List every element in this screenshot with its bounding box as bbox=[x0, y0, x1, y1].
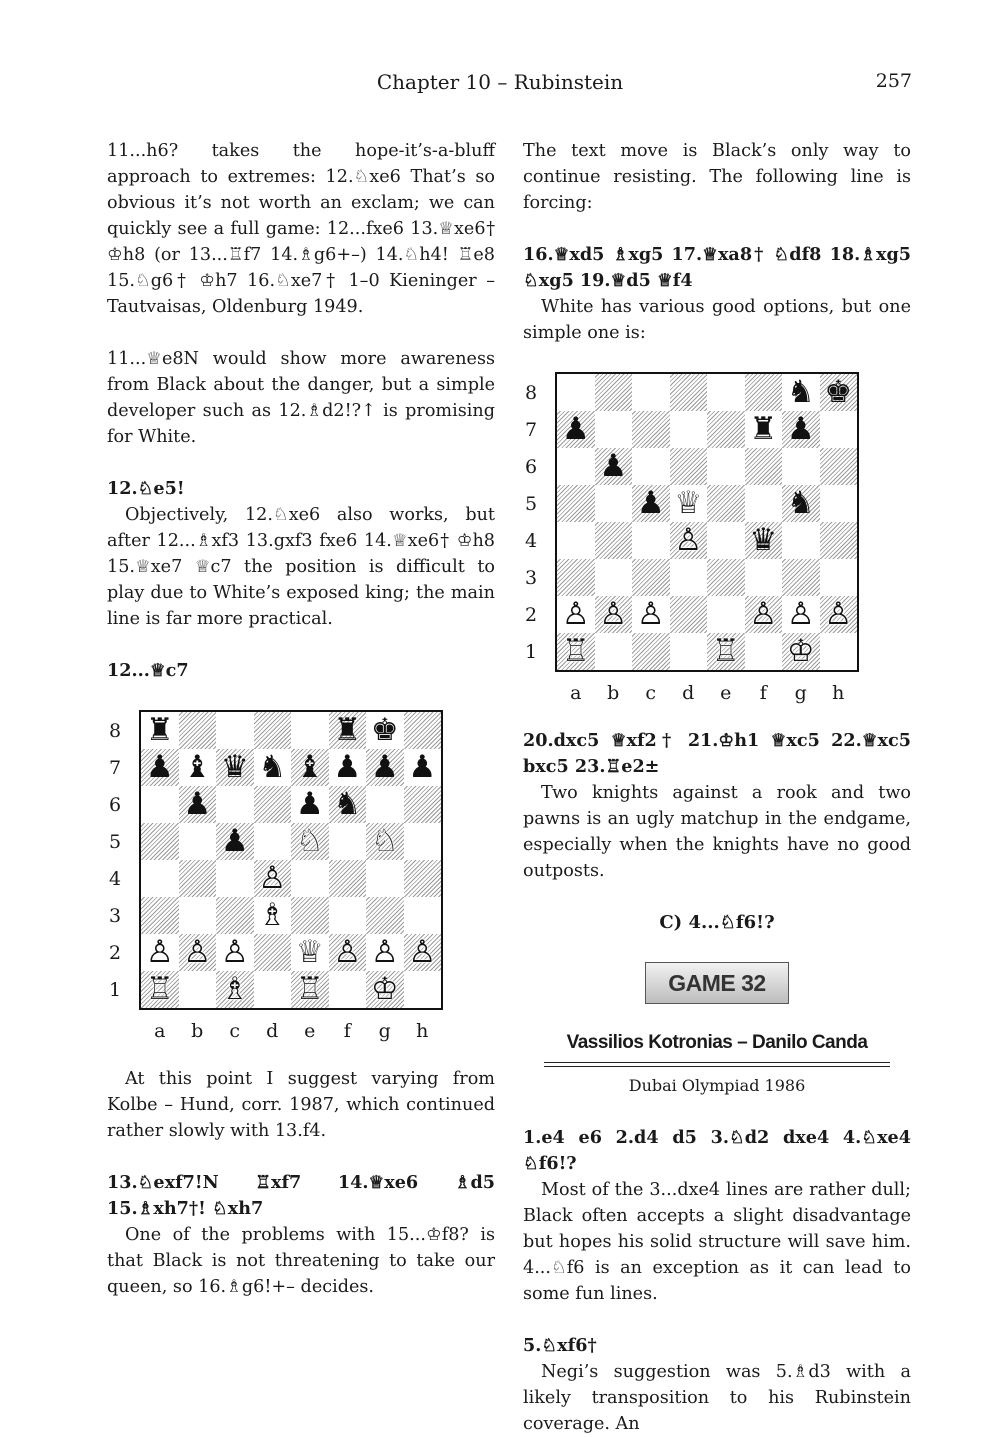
board-square bbox=[557, 485, 595, 522]
board-square bbox=[254, 897, 292, 934]
black-king-piece: ♚ bbox=[370, 712, 399, 748]
board-square bbox=[632, 559, 670, 596]
board-square bbox=[216, 860, 254, 897]
rank-label: 2 bbox=[108, 942, 122, 964]
black-bishop-piece: ♝ bbox=[183, 749, 212, 785]
white-pawn-piece: ♙ bbox=[183, 934, 212, 970]
board-square bbox=[291, 749, 329, 786]
paragraph: 11...♕e8N would show more awareness from Black about the danger, but a simple developer such as 12.♗d2!?↑ is promising for White. bbox=[107, 349, 495, 447]
black-pawn-piece: ♟ bbox=[145, 749, 174, 785]
white-queen-piece: ♕ bbox=[674, 485, 703, 521]
board-square bbox=[595, 596, 633, 633]
board-square bbox=[366, 934, 404, 971]
white-knight-piece: ♘ bbox=[370, 823, 399, 859]
board-square bbox=[141, 712, 179, 749]
rank-label: 1 bbox=[108, 979, 122, 1001]
board-square bbox=[745, 633, 783, 670]
white-bishop-piece: ♗ bbox=[220, 971, 249, 1007]
black-pawn-piece: ♟ bbox=[370, 749, 399, 785]
board-square bbox=[782, 448, 820, 485]
board-square bbox=[366, 786, 404, 823]
file-label: e bbox=[720, 682, 732, 704]
board-square bbox=[745, 485, 783, 522]
board-square bbox=[745, 448, 783, 485]
board-square bbox=[820, 448, 858, 485]
board-square bbox=[329, 897, 367, 934]
white-rook-piece: ♖ bbox=[561, 633, 590, 669]
move-line: 1.e4 e6 2.d4 d5 3.♘d2 dxe4 4.♘xe4 ♘f6!? bbox=[523, 1127, 911, 1174]
board-square bbox=[141, 823, 179, 860]
rank-label: 8 bbox=[108, 720, 122, 742]
black-king-piece: ♚ bbox=[824, 374, 853, 410]
board-square bbox=[404, 971, 442, 1008]
board-square bbox=[557, 633, 595, 670]
board-square bbox=[216, 749, 254, 786]
board-square bbox=[707, 374, 745, 411]
board-square bbox=[216, 934, 254, 971]
board-square bbox=[782, 559, 820, 596]
board-square bbox=[707, 522, 745, 559]
board-square bbox=[179, 897, 217, 934]
board-square bbox=[254, 823, 292, 860]
file-label: a bbox=[154, 1020, 166, 1042]
black-rook-piece: ♜ bbox=[749, 411, 778, 447]
board-square bbox=[670, 633, 708, 670]
board-square bbox=[179, 860, 217, 897]
board-square bbox=[366, 823, 404, 860]
move-line: 16.♕xd5 ♗xg5 17.♕xa8† ♘df8 18.♗xg5 ♘xg5 19.♕d5 ♕f4 bbox=[523, 244, 911, 291]
board-square bbox=[216, 712, 254, 749]
rank-label: 1 bbox=[524, 641, 538, 663]
board-square bbox=[782, 374, 820, 411]
board-square bbox=[745, 411, 783, 448]
board-square bbox=[632, 633, 670, 670]
board-square bbox=[179, 712, 217, 749]
black-queen-piece: ♛ bbox=[220, 749, 249, 785]
board-square bbox=[557, 374, 595, 411]
board-square bbox=[595, 559, 633, 596]
black-queen-piece: ♛ bbox=[749, 522, 778, 558]
board-square bbox=[707, 596, 745, 633]
rank-label: 5 bbox=[524, 493, 538, 515]
black-bishop-piece: ♝ bbox=[295, 749, 324, 785]
white-knight-piece: ♘ bbox=[295, 823, 324, 859]
board-square bbox=[254, 749, 292, 786]
board-square bbox=[179, 749, 217, 786]
paragraph: At this point I suggest varying from Kolbe – Hund, corr. 1987, which continued rather slowly with 13.f4. bbox=[107, 1069, 495, 1141]
file-label: g bbox=[378, 1020, 391, 1042]
black-pawn-piece: ♟ bbox=[295, 786, 324, 822]
white-pawn-piece: ♙ bbox=[258, 860, 287, 896]
black-pawn-piece: ♟ bbox=[561, 411, 590, 447]
white-queen-piece: ♕ bbox=[295, 934, 324, 970]
board-square bbox=[141, 934, 179, 971]
board-square bbox=[141, 860, 179, 897]
board-square bbox=[557, 411, 595, 448]
file-label: h bbox=[416, 1020, 429, 1042]
file-label: b bbox=[607, 682, 620, 704]
board-square bbox=[632, 411, 670, 448]
white-pawn-piece: ♙ bbox=[636, 596, 665, 632]
move-line: 12...♕c7 bbox=[107, 660, 189, 681]
board-square bbox=[820, 374, 858, 411]
players-heading: Vassilios Kotronias – Danilo Canda bbox=[566, 1032, 868, 1053]
board-square bbox=[329, 712, 367, 749]
file-label: e bbox=[304, 1020, 316, 1042]
black-knight-piece: ♞ bbox=[258, 749, 287, 785]
board-square bbox=[670, 485, 708, 522]
white-pawn-piece: ♙ bbox=[370, 934, 399, 970]
board-square bbox=[404, 823, 442, 860]
board-square bbox=[632, 522, 670, 559]
file-label: d bbox=[682, 682, 695, 704]
rank-label: 2 bbox=[524, 604, 538, 626]
black-knight-piece: ♞ bbox=[786, 374, 815, 410]
board-square bbox=[707, 633, 745, 670]
paragraph: Objectively, 12.♘xe6 also works, but after 12...♗xf3 13.gxf3 fxe6 14.♕xe6† ♔h8 15.♕xe7 ♕c7 the position is difficult to play due to White’s exposed king; the main line is far more practical. bbox=[107, 505, 495, 629]
board-square bbox=[404, 934, 442, 971]
board-square bbox=[670, 448, 708, 485]
board-square bbox=[632, 596, 670, 633]
paragraph: Most of the 3...dxe4 lines are rather dull; Black often accepts a slight disadvantage but hopes his solid structure will save him. 4...♘f6 is an exception as it can lead to some fun lines. bbox=[523, 1180, 911, 1304]
board-square bbox=[670, 559, 708, 596]
board-square bbox=[595, 633, 633, 670]
board-square bbox=[254, 786, 292, 823]
board-square bbox=[404, 860, 442, 897]
black-pawn-piece: ♟ bbox=[408, 749, 437, 785]
right-column bbox=[523, 138, 911, 1437]
chess-diagram bbox=[515, 372, 911, 718]
board-square bbox=[595, 374, 633, 411]
white-pawn-piece: ♙ bbox=[145, 934, 174, 970]
left-column bbox=[107, 138, 495, 1300]
rank-label: 8 bbox=[524, 382, 538, 404]
white-rook-piece: ♖ bbox=[295, 971, 324, 1007]
board-square bbox=[366, 971, 404, 1008]
file-label: g bbox=[794, 682, 807, 704]
board-square bbox=[291, 860, 329, 897]
board-square bbox=[216, 823, 254, 860]
white-rook-piece: ♖ bbox=[711, 633, 740, 669]
black-knight-piece: ♞ bbox=[786, 485, 815, 521]
white-bishop-piece: ♗ bbox=[258, 897, 287, 933]
rank-label: 7 bbox=[108, 757, 122, 779]
chapter-title: Chapter 10 – Rubinstein bbox=[376, 70, 624, 94]
board-square bbox=[179, 786, 217, 823]
black-pawn-piece: ♟ bbox=[183, 786, 212, 822]
board-square bbox=[216, 786, 254, 823]
file-label: f bbox=[759, 682, 767, 704]
board-square bbox=[595, 522, 633, 559]
paragraph: White has various good options, but one simple one is: bbox=[523, 297, 911, 343]
board-square bbox=[820, 596, 858, 633]
board-square bbox=[329, 971, 367, 1008]
board-square bbox=[782, 633, 820, 670]
board-square bbox=[291, 712, 329, 749]
board-square bbox=[820, 485, 858, 522]
file-label: d bbox=[266, 1020, 279, 1042]
page-number: 257 bbox=[875, 70, 912, 92]
board-square bbox=[707, 448, 745, 485]
board-square bbox=[366, 860, 404, 897]
black-rook-piece: ♜ bbox=[333, 712, 362, 748]
white-pawn-piece: ♙ bbox=[561, 596, 590, 632]
board-square bbox=[329, 823, 367, 860]
rank-label: 6 bbox=[108, 794, 122, 816]
white-pawn-piece: ♙ bbox=[786, 596, 815, 632]
board-square bbox=[216, 971, 254, 1008]
rank-label: 6 bbox=[524, 456, 538, 478]
board-square bbox=[254, 934, 292, 971]
board-square bbox=[670, 374, 708, 411]
black-pawn-piece: ♟ bbox=[220, 823, 249, 859]
board-square bbox=[557, 559, 595, 596]
board-square bbox=[254, 971, 292, 1008]
page-header bbox=[0, 70, 1000, 100]
board-square bbox=[404, 749, 442, 786]
board-square bbox=[820, 411, 858, 448]
board-square bbox=[404, 786, 442, 823]
rank-label: 3 bbox=[524, 567, 538, 589]
board-square bbox=[632, 448, 670, 485]
white-pawn-piece: ♙ bbox=[220, 934, 249, 970]
rank-label: 4 bbox=[524, 530, 538, 552]
move-line: 13.♘exf7!N ♖xf7 14.♕xe6 ♗d5 15.♗xh7†! ♘xh7 bbox=[107, 1172, 495, 1219]
file-label: b bbox=[191, 1020, 204, 1042]
board-square bbox=[782, 522, 820, 559]
black-knight-piece: ♞ bbox=[333, 786, 362, 822]
board-square bbox=[632, 485, 670, 522]
file-label: f bbox=[343, 1020, 351, 1042]
white-king-piece: ♔ bbox=[786, 633, 815, 669]
board-square bbox=[670, 596, 708, 633]
paragraph: The text move is Black’s only way to continue resisting. The following line is forcing: bbox=[523, 141, 911, 213]
board-square bbox=[179, 823, 217, 860]
file-label: h bbox=[832, 682, 845, 704]
board-square bbox=[632, 374, 670, 411]
board-square bbox=[404, 712, 442, 749]
board-square bbox=[329, 786, 367, 823]
board-square bbox=[404, 897, 442, 934]
white-pawn-piece: ♙ bbox=[674, 522, 703, 558]
board-square bbox=[595, 448, 633, 485]
move-line: 20.dxc5 ♕xf2† 21.♔h1 ♕xc5 22.♕xc5 bxc5 23.♖e2± bbox=[523, 730, 911, 777]
rank-label: 4 bbox=[108, 868, 122, 890]
board-square bbox=[745, 374, 783, 411]
board-square bbox=[141, 786, 179, 823]
board-square bbox=[670, 522, 708, 559]
white-pawn-piece: ♙ bbox=[333, 934, 362, 970]
file-label: c bbox=[229, 1020, 241, 1042]
board-square bbox=[216, 897, 254, 934]
board-square bbox=[366, 749, 404, 786]
board-square bbox=[745, 559, 783, 596]
board-square bbox=[366, 897, 404, 934]
white-pawn-piece: ♙ bbox=[749, 596, 778, 632]
board-square bbox=[141, 897, 179, 934]
board-square bbox=[291, 934, 329, 971]
rank-label: 5 bbox=[108, 831, 122, 853]
board-square bbox=[329, 934, 367, 971]
board-square bbox=[141, 971, 179, 1008]
board-square bbox=[329, 749, 367, 786]
board-square bbox=[745, 522, 783, 559]
game-number-box: GAME 32 bbox=[645, 962, 789, 1004]
board-square bbox=[595, 485, 633, 522]
paragraph: Two knights against a rook and two pawns is an ugly matchup in the endgame, especially when the knights have no good outposts. bbox=[523, 783, 911, 881]
board-square bbox=[291, 823, 329, 860]
board-square bbox=[820, 559, 858, 596]
board-square bbox=[707, 411, 745, 448]
board-square bbox=[670, 411, 708, 448]
board-square bbox=[782, 411, 820, 448]
board-square bbox=[782, 596, 820, 633]
board-square bbox=[820, 633, 858, 670]
board-square bbox=[254, 712, 292, 749]
chess-diagram bbox=[99, 710, 495, 1056]
board-square bbox=[557, 522, 595, 559]
board-square bbox=[329, 860, 367, 897]
event-name: Dubai Olympiad 1986 bbox=[628, 1076, 806, 1095]
black-pawn-piece: ♟ bbox=[636, 485, 665, 521]
section-heading: C) 4...♘f6!? bbox=[659, 912, 775, 933]
paragraph: One of the problems with 15...♔f8? is that Black is not threatening to take our queen, so 16.♗g6!+– decides. bbox=[107, 1225, 495, 1297]
black-pawn-piece: ♟ bbox=[599, 448, 628, 484]
chess-board bbox=[555, 372, 859, 672]
board-square bbox=[291, 897, 329, 934]
rank-label: 3 bbox=[108, 905, 122, 927]
white-pawn-piece: ♙ bbox=[824, 596, 853, 632]
board-square bbox=[745, 596, 783, 633]
file-label: c bbox=[645, 682, 657, 704]
white-king-piece: ♔ bbox=[370, 971, 399, 1007]
black-rook-piece: ♜ bbox=[145, 712, 174, 748]
board-square bbox=[707, 485, 745, 522]
chess-board bbox=[139, 710, 443, 1010]
double-rule-divider bbox=[544, 1062, 890, 1067]
board-square bbox=[707, 559, 745, 596]
board-square bbox=[179, 934, 217, 971]
move-line: 12.♘e5! bbox=[107, 478, 185, 499]
board-square bbox=[291, 786, 329, 823]
board-square bbox=[557, 448, 595, 485]
white-pawn-piece: ♙ bbox=[408, 934, 437, 970]
paragraph: 11...h6? takes the hope-it’s-a-bluff approach to extremes: 12.♘xe6 That’s so obvious it’s not worth an exclam; we can quickly see a full game: 12...fxe6 13.♕xe6† ♔h8 (or 13...♖f7 14.♗g6+–) 14.♘h4! ♖e8 15.♘g6† ♔h7 16.♘xe7† 1–0 Kieninger – Tautvaisas, Oldenburg 1949. bbox=[107, 141, 495, 317]
board-square bbox=[366, 712, 404, 749]
white-rook-piece: ♖ bbox=[145, 971, 174, 1007]
move-line: 5.♘xf6† bbox=[523, 1335, 597, 1356]
board-square bbox=[595, 411, 633, 448]
black-pawn-piece: ♟ bbox=[333, 749, 362, 785]
file-label: a bbox=[570, 682, 582, 704]
board-square bbox=[254, 860, 292, 897]
board-square bbox=[291, 971, 329, 1008]
board-square bbox=[179, 971, 217, 1008]
board-square bbox=[557, 596, 595, 633]
board-square bbox=[141, 749, 179, 786]
board-square bbox=[820, 522, 858, 559]
rank-label: 7 bbox=[524, 419, 538, 441]
paragraph: Negi’s suggestion was 5.♗d3 with a likely transposition to his Rubinstein coverage. An bbox=[523, 1362, 911, 1434]
black-pawn-piece: ♟ bbox=[786, 411, 815, 447]
white-pawn-piece: ♙ bbox=[599, 596, 628, 632]
board-square bbox=[782, 485, 820, 522]
